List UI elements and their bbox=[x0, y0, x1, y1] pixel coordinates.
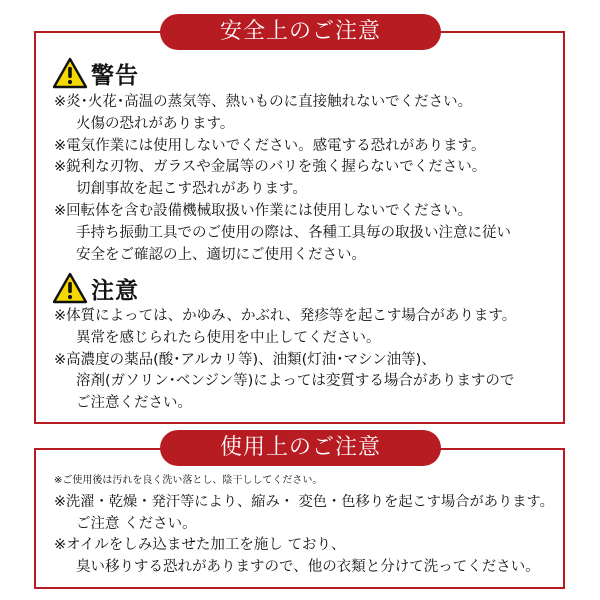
warning-line: ※回転体を含む設備機械取扱い作業には使用しないでください。 bbox=[54, 202, 473, 219]
caution-line: 異常を感じられたら使用を中止してください。 bbox=[76, 329, 381, 346]
caution-line: ※体質によっては、かゆみ、かぶれ、発疹等を起こす場合があります。 bbox=[54, 308, 517, 324]
caution-line: 溶剤(ガソリン･ベンジン等)によっては変質する場合がありますので bbox=[76, 373, 515, 390]
warning-line: 火傷の恐れがあります。 bbox=[76, 115, 235, 132]
usage-line: ご注意 ください。 bbox=[76, 515, 197, 532]
caution-line: ご注意ください。 bbox=[76, 395, 192, 412]
usage-line: 臭い移りする恐れがありますので、他の衣類と分けて洗ってください。 bbox=[76, 559, 540, 576]
warning-line: ※炎･火花･高温の蒸気等、熱いものに直接触れないでください。 bbox=[54, 94, 473, 110]
caution-list bbox=[54, 306, 516, 415]
warning-line: 切創事故を起こす恐れがあります。 bbox=[76, 181, 307, 198]
caution-heading bbox=[52, 272, 139, 304]
warning-heading-label: 警告 bbox=[91, 62, 139, 89]
warning-heading bbox=[52, 57, 139, 89]
usage-line: ※オイルをしみ込ませた加工を施し ており、 bbox=[54, 537, 346, 554]
usage-title: 使用上のご注意 bbox=[160, 430, 441, 466]
warning-line: 手持ち振動工具でのご使用の際は、各種工具毎の取扱い注意に従い bbox=[76, 224, 511, 241]
warning-line: ※電気作業には使用しないでください。感電する恐れがあります。 bbox=[54, 137, 486, 154]
caution-line: ※高濃度の薬品(酸･アルカリ等)、油類(灯油･マシン油等)、 bbox=[54, 351, 436, 368]
usage-list bbox=[54, 470, 554, 579]
usage-line: ※洗濯・乾燥・発汗等により、縮み・ 変色・色移りを起こす場合があります。 bbox=[54, 493, 554, 510]
warning-line: 安全をご確認の上、適切にご使用ください。 bbox=[76, 246, 366, 263]
caution-heading-label: 注意 bbox=[91, 277, 139, 304]
warning-icon bbox=[52, 57, 88, 89]
warning-list bbox=[54, 92, 511, 266]
warning-icon bbox=[52, 272, 88, 304]
usage-line: ※ご使用後は汚れを良く洗い落とし、陰干ししてください。 bbox=[54, 475, 323, 486]
safety-title: 安全上のご注意 bbox=[160, 14, 441, 50]
warning-line: ※鋭利な刃物、ガラスや金属等のバリを強く握らないでください。 bbox=[54, 159, 487, 176]
